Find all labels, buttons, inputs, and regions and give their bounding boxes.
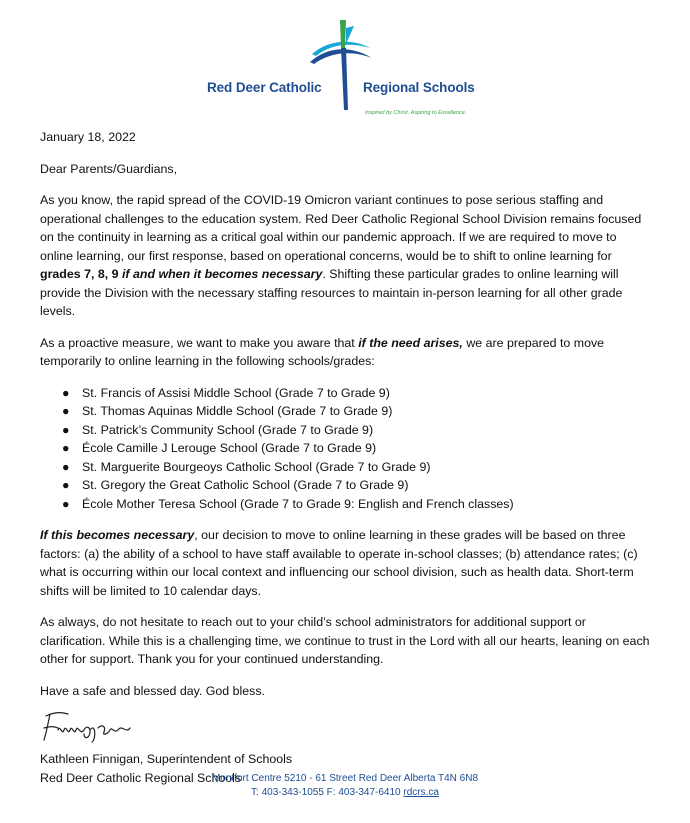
list-item bbox=[40, 421, 652, 440]
paragraph-proactive bbox=[40, 334, 652, 371]
logo-text-right: Regional Schools bbox=[363, 80, 475, 95]
list-item bbox=[40, 458, 652, 477]
paragraph-text: , our decision to move to online learning in these grades will be based on three factors: (a) the ability of a school to have staff available to operate in-school classes; (b) attendance rates; (c) what is occurring within our local context and influencing our school division, such as health data. Short-term shifts will be limited to 10 calendar days. bbox=[40, 528, 638, 598]
closing-line: Have a safe and blessed day. God bless. bbox=[40, 683, 266, 698]
bullet-icon: ● bbox=[62, 459, 70, 474]
footer-contact bbox=[0, 786, 690, 800]
salutation: Dear Parents/Guardians, bbox=[40, 161, 178, 176]
logo-text-left: Red Deer Catholic bbox=[207, 80, 322, 95]
signer-organization: Red Deer Catholic Regional Schools bbox=[40, 770, 242, 785]
footer-address: Montfort Centre 5210 - 61 Street Red Deer Alberta T4N 6N8 bbox=[211, 773, 479, 784]
bullet-icon: ● bbox=[62, 496, 70, 511]
emphasis-grades: grades 7, 8, 9 bbox=[40, 267, 119, 281]
bullet-icon: ● bbox=[62, 422, 70, 437]
emphasis-condition: if and when it becomes necessary bbox=[121, 267, 323, 281]
school-name: St. Francis of Assisi Middle School (Grade 7 to Grade 9) bbox=[82, 385, 390, 400]
school-name: École Mother Teresa School (Grade 7 to Grade 9: English and French classes) bbox=[82, 496, 514, 511]
letter-body bbox=[40, 128, 652, 787]
list-item bbox=[40, 495, 652, 514]
letter-date: January 18, 2022 bbox=[40, 130, 136, 144]
paragraph-text: As you know, the rapid spread of the COVID-19 Omicron variant continues to pose serious staffing and operational challenges to the education system. Red Deer Catholic Regional School Division remains focused on the continuity in learning as a critical goal within our pandemic approach. If we are required to move to online learning, our first response, based on operational concerns, would be to shift to online learning for bbox=[40, 193, 642, 263]
signature-image bbox=[40, 704, 150, 744]
bullet-icon: ● bbox=[62, 478, 70, 492]
emphasis-condition: if the need arises, bbox=[358, 335, 463, 350]
paragraph-support: As always, do not hesitate to reach out to your child’s school administrators for additional support or clarification. While this is a challenging time, we continue to trust in the Lord with all our hearts, leaning on each other for support. Thank you for your continued understanding. bbox=[40, 615, 650, 666]
footer-phone: T: 403-343-1055 F: 403-347-6410 bbox=[251, 787, 404, 798]
bullet-icon: ● bbox=[62, 404, 70, 418]
bullet-icon: ● bbox=[62, 441, 70, 455]
signer-name: Kathleen Finnigan, Superintendent of Schools bbox=[40, 752, 293, 766]
schools-list bbox=[40, 384, 652, 514]
list-item bbox=[40, 384, 652, 403]
bullet-icon: ● bbox=[62, 385, 70, 400]
letter-footer bbox=[0, 772, 690, 800]
school-name: St. Gregory the Great Catholic School (Grade 7 to Grade 9) bbox=[82, 478, 409, 492]
list-item bbox=[40, 476, 652, 495]
cross-logo-icon bbox=[308, 18, 374, 112]
paragraph-text: we are prepared to move temporarily to online learning in the following schools/grades: bbox=[40, 335, 605, 368]
website-link[interactable]: rdcrs.ca bbox=[403, 787, 439, 798]
paragraph-factors bbox=[40, 526, 652, 600]
letterhead bbox=[0, 18, 690, 114]
list-item bbox=[40, 402, 652, 421]
school-name: St. Marguerite Bourgeoys Catholic School (Grade 7 to Grade 9) bbox=[82, 459, 431, 474]
school-name: St. Thomas Aquinas Middle School (Grade 7 to Grade 9) bbox=[82, 404, 393, 418]
paragraph-intro bbox=[40, 191, 652, 321]
paragraph-text: . Shifting these particular grades to online learning will provide the Division with the necessary staffing resources to maintain in-person learning for all other grade levels. bbox=[40, 267, 623, 318]
logo-tagline: Inspired by Christ. Aspiring to Excellence. bbox=[365, 110, 467, 116]
school-name: St. Patrick’s Community School (Grade 7 to Grade 9) bbox=[82, 422, 374, 437]
school-name: École Camille J Lerouge School (Grade 7 to Grade 9) bbox=[82, 441, 377, 455]
list-item bbox=[40, 439, 652, 458]
paragraph-text: As a proactive measure, we want to make you aware that bbox=[40, 335, 359, 350]
emphasis-condition: If this becomes necessary bbox=[40, 528, 195, 542]
